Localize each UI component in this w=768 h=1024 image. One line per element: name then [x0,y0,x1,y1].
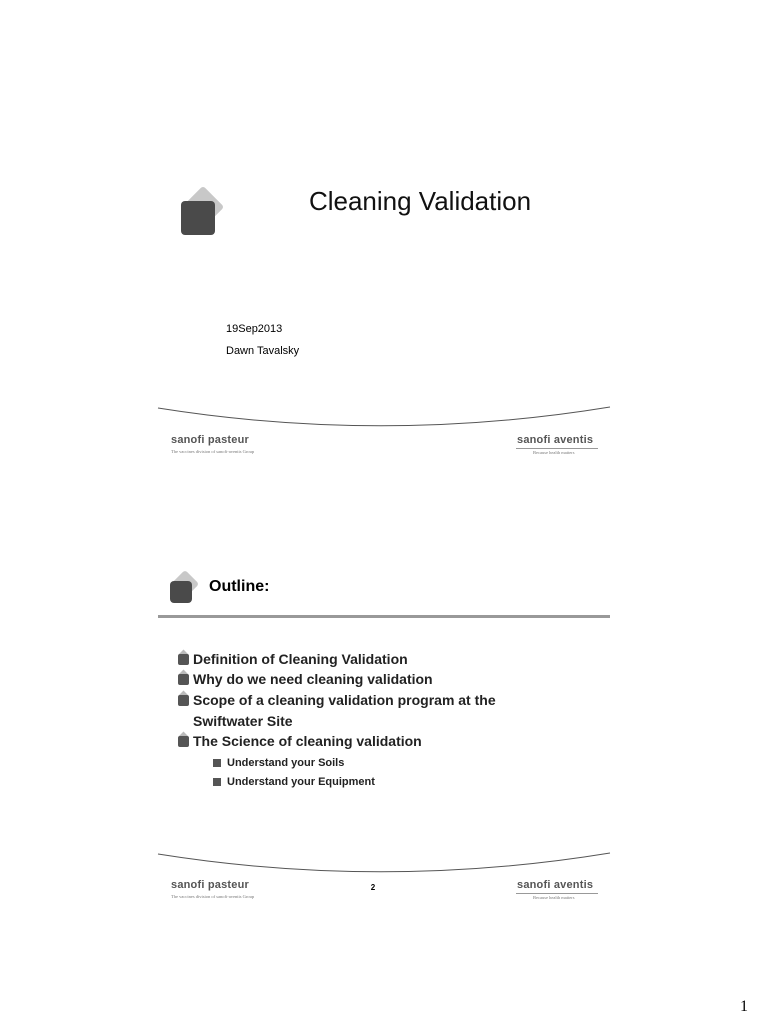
sanofi-aventis-tagline: Because health matters [533,895,575,900]
footer-curve [156,850,612,878]
sanofi-pasteur-tagline: The vaccines division of sanofi-aventis Group [171,449,255,454]
slide-number: 2 [370,883,376,892]
sub-bullet-icon [213,759,221,767]
footer-curve [156,404,612,432]
bullet-icon [178,736,189,747]
tagline-divider [516,448,598,449]
bullet-icon [178,674,189,685]
tagline-divider [516,893,598,894]
sub-bullet-icon [213,778,221,786]
presenter-name: Dawn Tavalsky [226,345,300,357]
sanofi-aventis-logo: sanofi aventis [517,879,594,891]
sanofi-pasteur-logo: sanofi pasteur [171,879,249,891]
outline-heading: Outline: [209,578,270,595]
sanofi-pasteur-logo: sanofi pasteur [171,434,249,446]
bullet-icon [178,654,189,665]
page-number: 1 [740,998,748,1015]
bullet-icon [178,695,189,706]
heading-divider [158,615,610,618]
sanofi-aventis-tagline: Because health matters [533,450,575,455]
sanofi-aventis-logo: sanofi aventis [517,434,594,446]
slide-title: Cleaning Validation [308,186,532,216]
presentation-date: 19Sep2013 [226,323,283,335]
sanofi-pasteur-tagline: The vaccines division of sanofi-aventis Group [171,894,255,899]
